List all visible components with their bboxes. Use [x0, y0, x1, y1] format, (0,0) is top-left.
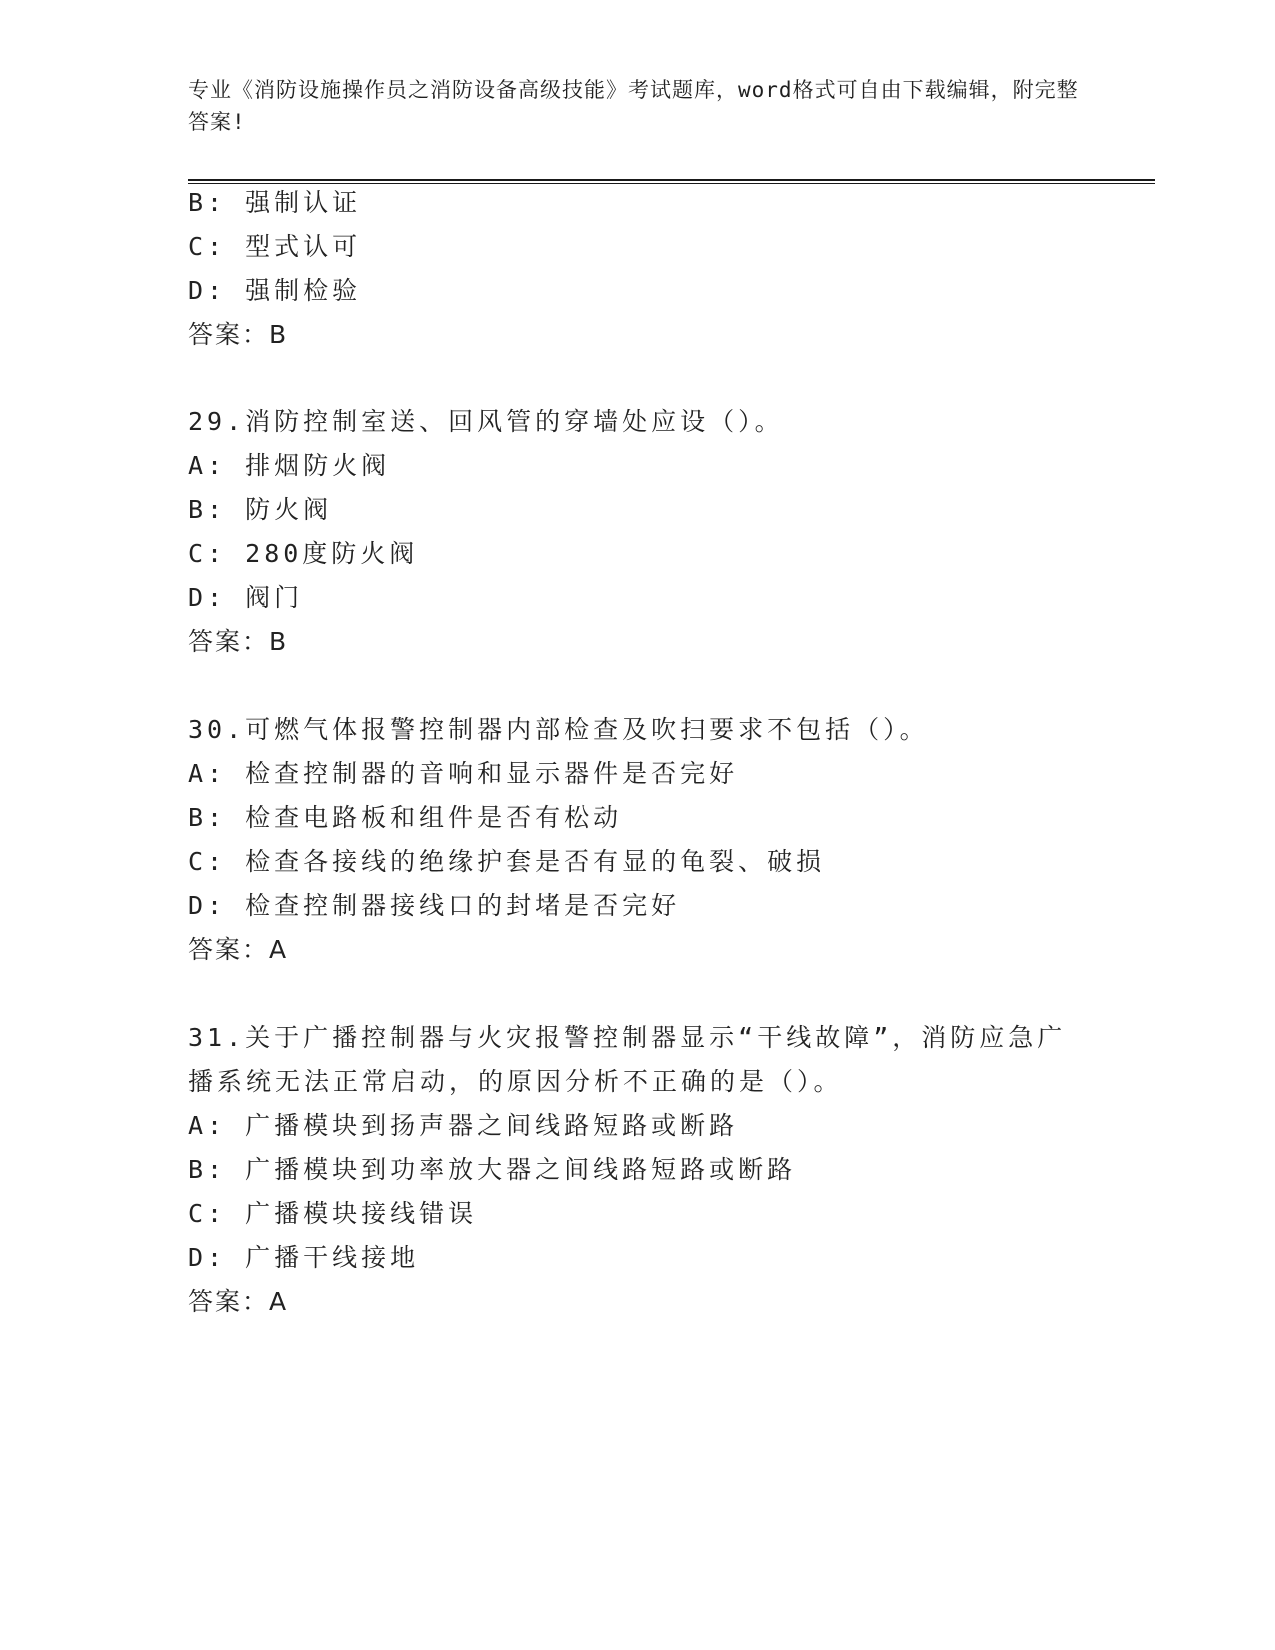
q30-option-c: C: 检查各接线的绝缘护套是否有显的龟裂、破损 — [188, 847, 826, 876]
q29-stem: 29.消防控制室送、回风管的穿墙处应设（）。 — [188, 407, 784, 436]
header-rule-thin — [188, 183, 1155, 184]
document-header: 专业《消防设施操作员之消防设备高级技能》考试题库，word格式可自由下载编辑，附完整答案! — [188, 78, 1079, 134]
q31-stem-line1: 31.关于广播控制器与火灾报警控制器显示“干线故障”，消防应急广 — [188, 1023, 1067, 1052]
q30-option-b: B: 检查电路板和组件是否有松动 — [188, 803, 623, 832]
q29-option-a: A: 排烟防火阀 — [188, 451, 391, 480]
prev-option-b: B: 强制认证 — [188, 188, 362, 217]
q31-option-c: C: 广播模块接线错误 — [188, 1199, 478, 1228]
q31-option-b: B: 广播模块到功率放大器之间线路短路或断路 — [188, 1155, 797, 1184]
q30-stem: 30.可燃气体报警控制器内部检查及吹扫要求不包括（）。 — [188, 715, 929, 744]
prev-option-c: C: 型式认可 — [188, 232, 362, 261]
q31-option-a: A: 广播模块到扬声器之间线路短路或断路 — [188, 1111, 739, 1140]
q29-answer: 答案：B — [188, 627, 289, 656]
q29-option-d: D: 阀门 — [188, 583, 304, 612]
q31-option-d: D: 广播干线接地 — [188, 1243, 420, 1272]
prev-option-d: D: 强制检验 — [188, 276, 362, 305]
q30-option-a: A: 检查控制器的音响和显示器件是否完好 — [188, 759, 739, 788]
q30-answer: 答案：A — [188, 935, 289, 964]
q31-answer: 答案：A — [188, 1287, 289, 1316]
q29-option-b: B: 防火阀 — [188, 495, 333, 524]
q29-option-c: C: 280度防火阀 — [188, 539, 419, 568]
header-rule-thick — [188, 179, 1155, 181]
q30-option-d: D: 检查控制器接线口的封堵是否完好 — [188, 891, 681, 920]
q31-stem-line2: 播系统无法正常启动，的原因分析不正确的是（）。 — [188, 1067, 843, 1096]
prev-answer: 答案：B — [188, 320, 289, 349]
